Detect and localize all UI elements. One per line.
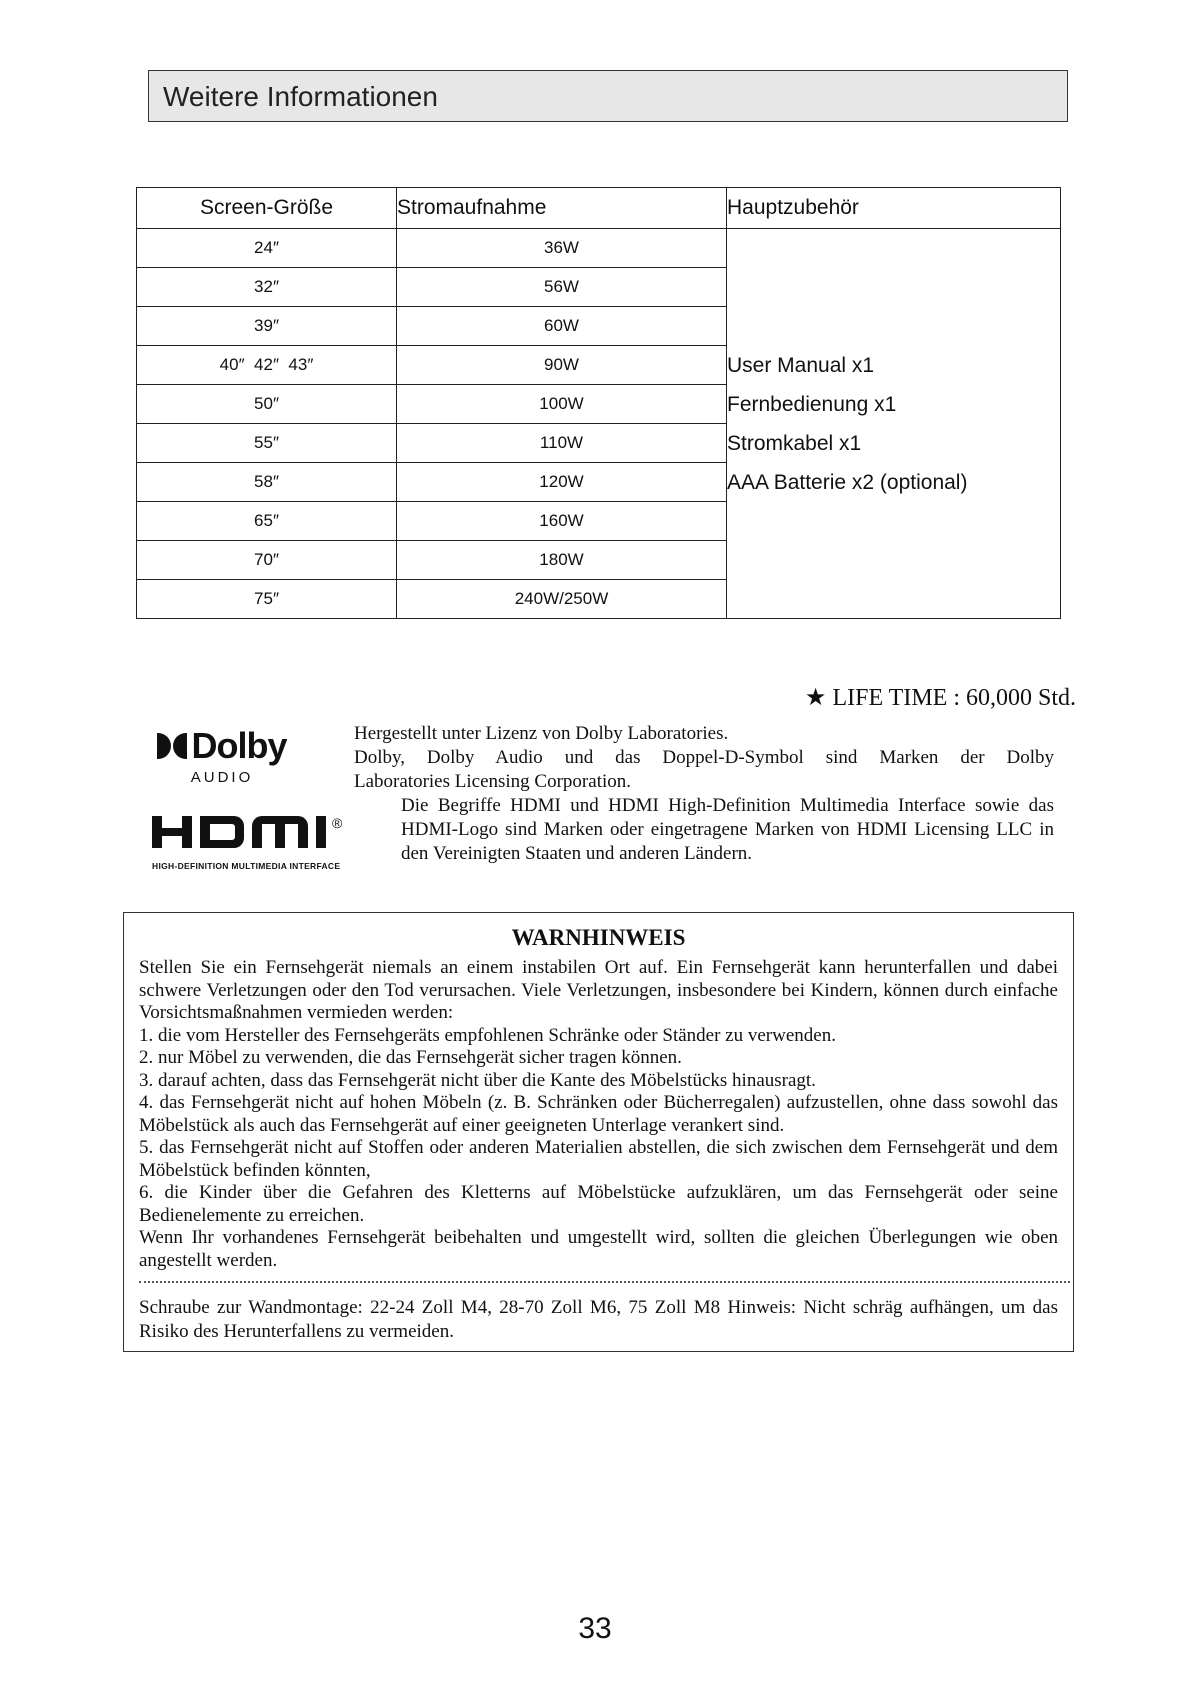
lifetime-note: ★ LIFE TIME : 60,000 Std. (804, 685, 1076, 711)
warning-item: 3. darauf achten, dass das Fernsehgerät nicht über die Kante des Möbelstücks hinausragt. (139, 1069, 816, 1091)
size-cell: 55″ (137, 424, 397, 463)
spec-table (136, 187, 1061, 619)
size-cell: 65″ (137, 502, 397, 541)
power-cell: 120W (397, 463, 727, 502)
power-cell: 90W (397, 346, 727, 385)
size-cell: 70″ (137, 541, 397, 580)
dolby-notice (354, 722, 1054, 794)
warning-paragraph: Stellen Sie ein Fernsehgerät niemals an einem instabilen Ort auf. Ein Fernsehgerät kann herunterfallen und dabei schwere Verletzungen oder den Tod verursachen. Viele Verletzungen, insbesondere bei Kindern, können durch einfache Vorsichtsmaßnahmen vermieden werden: (139, 957, 1058, 1023)
size-cell: 40″ 42″ 43″ (137, 346, 397, 385)
warning-item: 2. nur Möbel zu verwenden, die das Fernsehgerät sicher tragen können. (139, 1047, 682, 1068)
size-cell: 50″ (137, 385, 397, 424)
dolby-line-3: Laboratories Licensing Corporation. (354, 771, 632, 792)
dolby-wordmark (152, 725, 292, 767)
power-cell: 36W (397, 229, 727, 268)
warning-item: 5. das Fernsehgerät nicht auf Stoffen oder anderen Materialien abstellen, die sich zwischen dem Fernsehgerät und dem Möbelstück befinden könnten, (139, 1137, 1058, 1181)
page-number: 33 (578, 1612, 612, 1645)
power-cell: 180W (397, 541, 727, 580)
table-header-row (137, 188, 1061, 229)
hdmi-notice: Die Begriffe HDMI und HDMI High-Definition Multimedia Interface sowie das HDMI-Logo sind Marken oder eingetragene Marken von HDMI Licensing LLC in den Vereinigten Staaten und anderen Ländern. (401, 795, 1054, 864)
power-cell: 240W/250W (397, 580, 727, 619)
warning-body (139, 957, 1058, 1272)
warning-item: 4. das Fernsehgerät nicht auf hohen Möbeln (z. B. Schränken oder Bücherregalen) aufzustellen, ohne dass sowohl das Möbelstück als auch das Fernsehgerät auf einer geeigneten Unterlage verankert sind. (139, 1092, 1058, 1136)
accessory-item: Stromkabel x1 (727, 431, 862, 455)
svg-text:®: ® (332, 815, 343, 831)
section-header (148, 70, 1068, 122)
warning-title: WARNHINWEIS (511, 925, 686, 950)
size-cell: 32″ (137, 268, 397, 307)
power-cell: 160W (397, 502, 727, 541)
power-cell: 100W (397, 385, 727, 424)
size-cell: 58″ (137, 463, 397, 502)
size-cell: 39″ (137, 307, 397, 346)
header-power: Stromaufnahme (397, 188, 727, 229)
size-cell: 75″ (137, 580, 397, 619)
dolby-sub: AUDIO (190, 769, 254, 786)
dolby-logo (152, 725, 292, 786)
section-title: Weitere Informationen (163, 81, 438, 112)
table-row (137, 229, 1061, 268)
warning-paragraph: Wenn Ihr vorhandenes Fernsehgerät beibehalten und umgestellt wird, sollten die gleichen Überlegungen wie oben angestellt werden. (139, 1227, 1058, 1271)
double-d-icon (157, 733, 187, 759)
accessory-item: Fernbedienung x1 (727, 392, 897, 416)
accessories-cell (727, 229, 1061, 619)
dolby-brand: Dolby (191, 725, 287, 766)
dotted-divider (139, 1281, 1070, 1283)
hdmi-logo (152, 810, 382, 871)
hdmi-sub: HIGH-DEFINITION MULTIMEDIA INTERFACE (152, 861, 341, 871)
warning-item: 6. die Kinder über die Gefahren des Kletterns auf Möbelstücke aufzuklären, um das Fernsehgerät oder seine Bedienelemente zu erreichen. (139, 1182, 1058, 1226)
header-screen-size: Screen-Größe (137, 188, 397, 229)
dolby-line-1: Hergestellt unter Lizenz von Dolby Laboratories. (354, 723, 729, 744)
power-cell: 56W (397, 268, 727, 307)
accessory-item: User Manual x1 (727, 353, 875, 377)
hdmi-wordmark-icon (152, 810, 382, 854)
header-accessories: Hauptzubehör (727, 188, 1061, 229)
accessory-item: AAA Batterie x2 (optional) (727, 470, 968, 494)
power-cell: 60W (397, 307, 727, 346)
size-cell: 24″ (137, 229, 397, 268)
warning-item: 1. die vom Hersteller des Fernsehgeräts empfohlenen Schränke oder Ständer zu verwenden. (139, 1024, 836, 1046)
warning-box (123, 912, 1074, 1352)
power-cell: 110W (397, 424, 727, 463)
dolby-line-2: Dolby, Dolby Audio und das Doppel-D-Symbol sind Marken der Dolby (354, 747, 1054, 768)
wall-mount-note: Schraube zur Wandmontage: 22-24 Zoll M4, 28-70 Zoll M6, 75 Zoll M8 Hinweis: Nicht schräg aufhängen, um das Risiko des Herunterfallens zu vermeiden. (139, 1297, 1058, 1342)
